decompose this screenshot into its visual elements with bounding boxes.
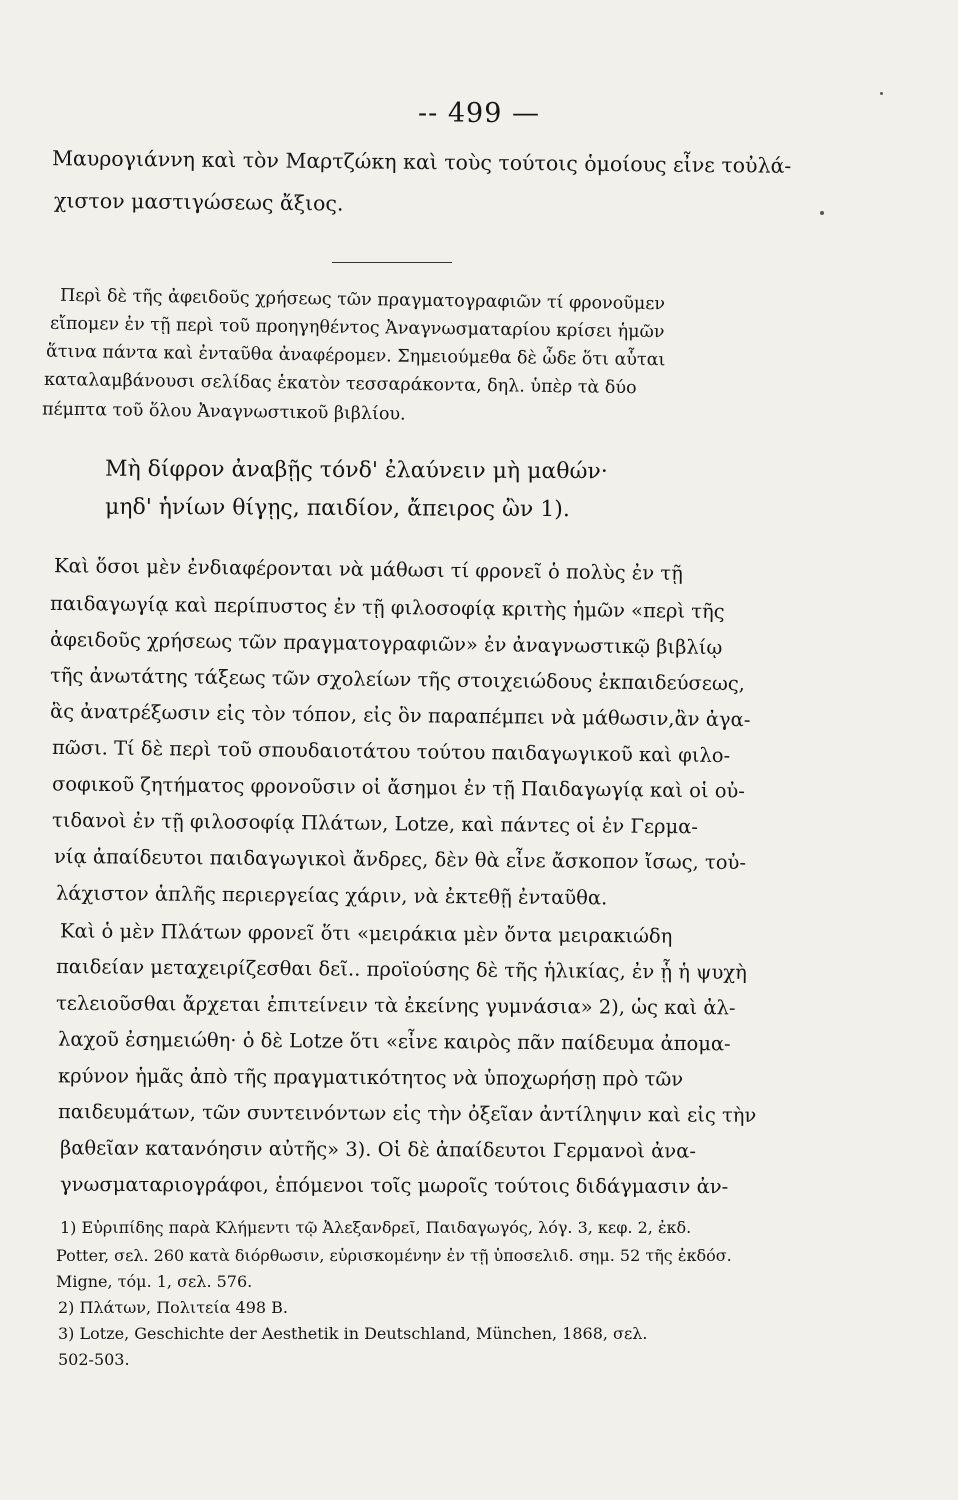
- text-line: καταλαμβάνουσι σελίδας ἑκατὸν τεσσαράκοντα, δηλ. ὑπὲρ τὰ δύο: [43, 369, 637, 399]
- footnote-line: Migne, τόμ. 1, σελ. 576.: [56, 1272, 253, 1291]
- text-line: εἴπομεν ἐν τῇ περὶ τοῦ προηγηθέντος Ἀναγνωσματαρίου κρίσει ἡμῶν: [49, 313, 665, 343]
- text-line: Καὶ ὅσοι μὲν ἐνδιαφέρονται νὰ μάθωσι τί φρονεῖ ὁ πολὺς ἐν τῇ: [53, 554, 683, 585]
- text-line: παιδαγωγίᾳ καὶ περίπυστος ἐν τῇ φιλοσοφίᾳ κριτὴς ἡμῶν «περὶ τῆς: [49, 591, 725, 624]
- page-number: -- 499 —: [418, 98, 540, 129]
- text-line: τελειοῦσθαι ἄρχεται ἐπιτείνειν τὰ ἐκείνης γυμνάσια» 2), ὡς καὶ ἀλ-: [55, 991, 736, 1020]
- scan-speck: [880, 92, 883, 95]
- text-line: χιστον μαστιγώσεως ἄξιος.: [53, 188, 344, 216]
- quote-line: μηδ' ἡνίων θίγῃς, παιδίον, ἄπειρος ὢν 1).: [104, 494, 570, 523]
- footnote-line: 2) Πλάτων, Πολιτεία 498 B.: [58, 1298, 288, 1317]
- text-line: λαχοῦ ἐσημειώθη· ὁ δὲ Lotze ὅτι «εἶνε καιρὸς πᾶν παίδευμα ἀπομα-: [57, 1027, 731, 1056]
- text-line: Καὶ ὁ μὲν Πλάτων φρονεῖ ὅτι «μειράκια μὲν ὄντα μειρακιώδη: [59, 919, 673, 948]
- text-line: ἃς ἀνατρέξωσιν εἰς τὸν τόπον, εἰς ὃν παραπέμπει νὰ μάθωσιν,ἂν ἀγα-: [49, 699, 751, 732]
- text-line: γνωσματαριογράφοι, ἑπόμενοι τοῖς μωροῖς τούτοις διδάγμασιν ἀν-: [59, 1172, 729, 1199]
- quote-line: Μὴ δίφρον ἀναβῇς τόνδ' ἐλαύνειν μὴ μαθών·: [104, 456, 608, 485]
- text-line: κρύνον ἡμᾶς ἀπὸ τῆς πραγματικότητος νὰ ὑποχωρήσῃ πρὸ τῶν: [57, 1064, 684, 1091]
- text-line: σοφικοῦ ζητήματος φρονοῦσιν οἱ ἄσημοι ἐν τῇ Παιδαγωγίᾳ καὶ οἱ οὐ-: [51, 772, 746, 803]
- text-line: πῶσι. Τί δὲ περὶ τοῦ σπουδαιοτάτου τούτου παιδαγωγικοῦ καὶ φιλο-: [51, 735, 731, 768]
- text-line: τῆς ἀνωτάτης τάξεως τῶν σχολείων τῆς στοιχειώδους ἐκπαιδεύσεως,: [49, 663, 746, 696]
- section-divider: [332, 262, 452, 263]
- text-line: νίᾳ ἀπαίδευτοι παιδαγωγικοὶ ἄνδρες, δὲν θὰ εἶνε ἄσκοπον ἴσως, τοὐ-: [53, 844, 747, 875]
- footnote-line: Potter, σελ. 260 κατὰ διόρθωσιν, εὑρισκομένην ἐν τῇ ὑποσελιδ. σημ. 52 τῆς ἐκδόσ.: [56, 1246, 732, 1265]
- footnote-line: 502-503.: [58, 1350, 130, 1369]
- text-line: λάχιστον ἁπλῆς περιεργείας χάριν, νὰ ἐκτεθῇ ἐνταῦθα.: [55, 881, 608, 910]
- text-line: βαθεῖαν κατανόησιν αὐτῆς» 3). Οἱ δὲ ἀπαίδευτοι Γερμανοὶ ἀνα-: [59, 1136, 697, 1163]
- text-line: Μαυρογιάννη καὶ τὸν Μαρτζώκη καὶ τοὺς τούτοις ὁμοίους εἶνε τοὐλά-: [51, 146, 792, 178]
- text-line: ἀφειδοῦς χρήσεως τῶν πραγματογραφιῶν» ἐν ἀναγνωστικῷ βιβλίῳ: [49, 627, 723, 660]
- footnote-line: 1) Εὐριπίδης παρὰ Κλήμεντι τῷ Ἀλεξανδρεῖ, Παιδαγωγός, λόγ. 3, κεφ. 2, ἐκδ.: [60, 1218, 692, 1237]
- text-line: παιδευμάτων, τῶν συντεινόντων εἰς τὴν ὀξεῖαν ἀντίληψιν καὶ εἰς τὴν: [57, 1100, 757, 1127]
- text-line: Περὶ δὲ τῆς ἀφειδοῦς χρήσεως τῶν πραγματογραφιῶν τί φρονοῦμεν: [59, 285, 666, 315]
- footnote-line: 3) Lotze, Geschichte der Aesthetik in Deutschland, München, 1868, σελ.: [58, 1324, 648, 1343]
- scan-speck: [820, 211, 824, 215]
- text-line: πέμπτα τοῦ ὅλου Ἀναγνωστικοῦ βιβλίου.: [41, 399, 406, 425]
- text-line: ἅτινα πάντα καὶ ἐνταῦθα ἀναφέρομεν. Σημειούμεθα δὲ ὧδε ὅτι αὗται: [45, 341, 666, 371]
- text-line: τιδανοὶ ἐν τῇ φιλοσοφίᾳ Πλάτων, Lotze, καὶ πάντες οἱ ἐν Γερμα-: [51, 808, 699, 839]
- text-line: παιδείαν μεταχειρίζεσθαι δεῖ.. προϊούσης δὲ τῆς ἡλικίας, ἐν ᾗ ἡ ψυχὴ: [55, 954, 747, 985]
